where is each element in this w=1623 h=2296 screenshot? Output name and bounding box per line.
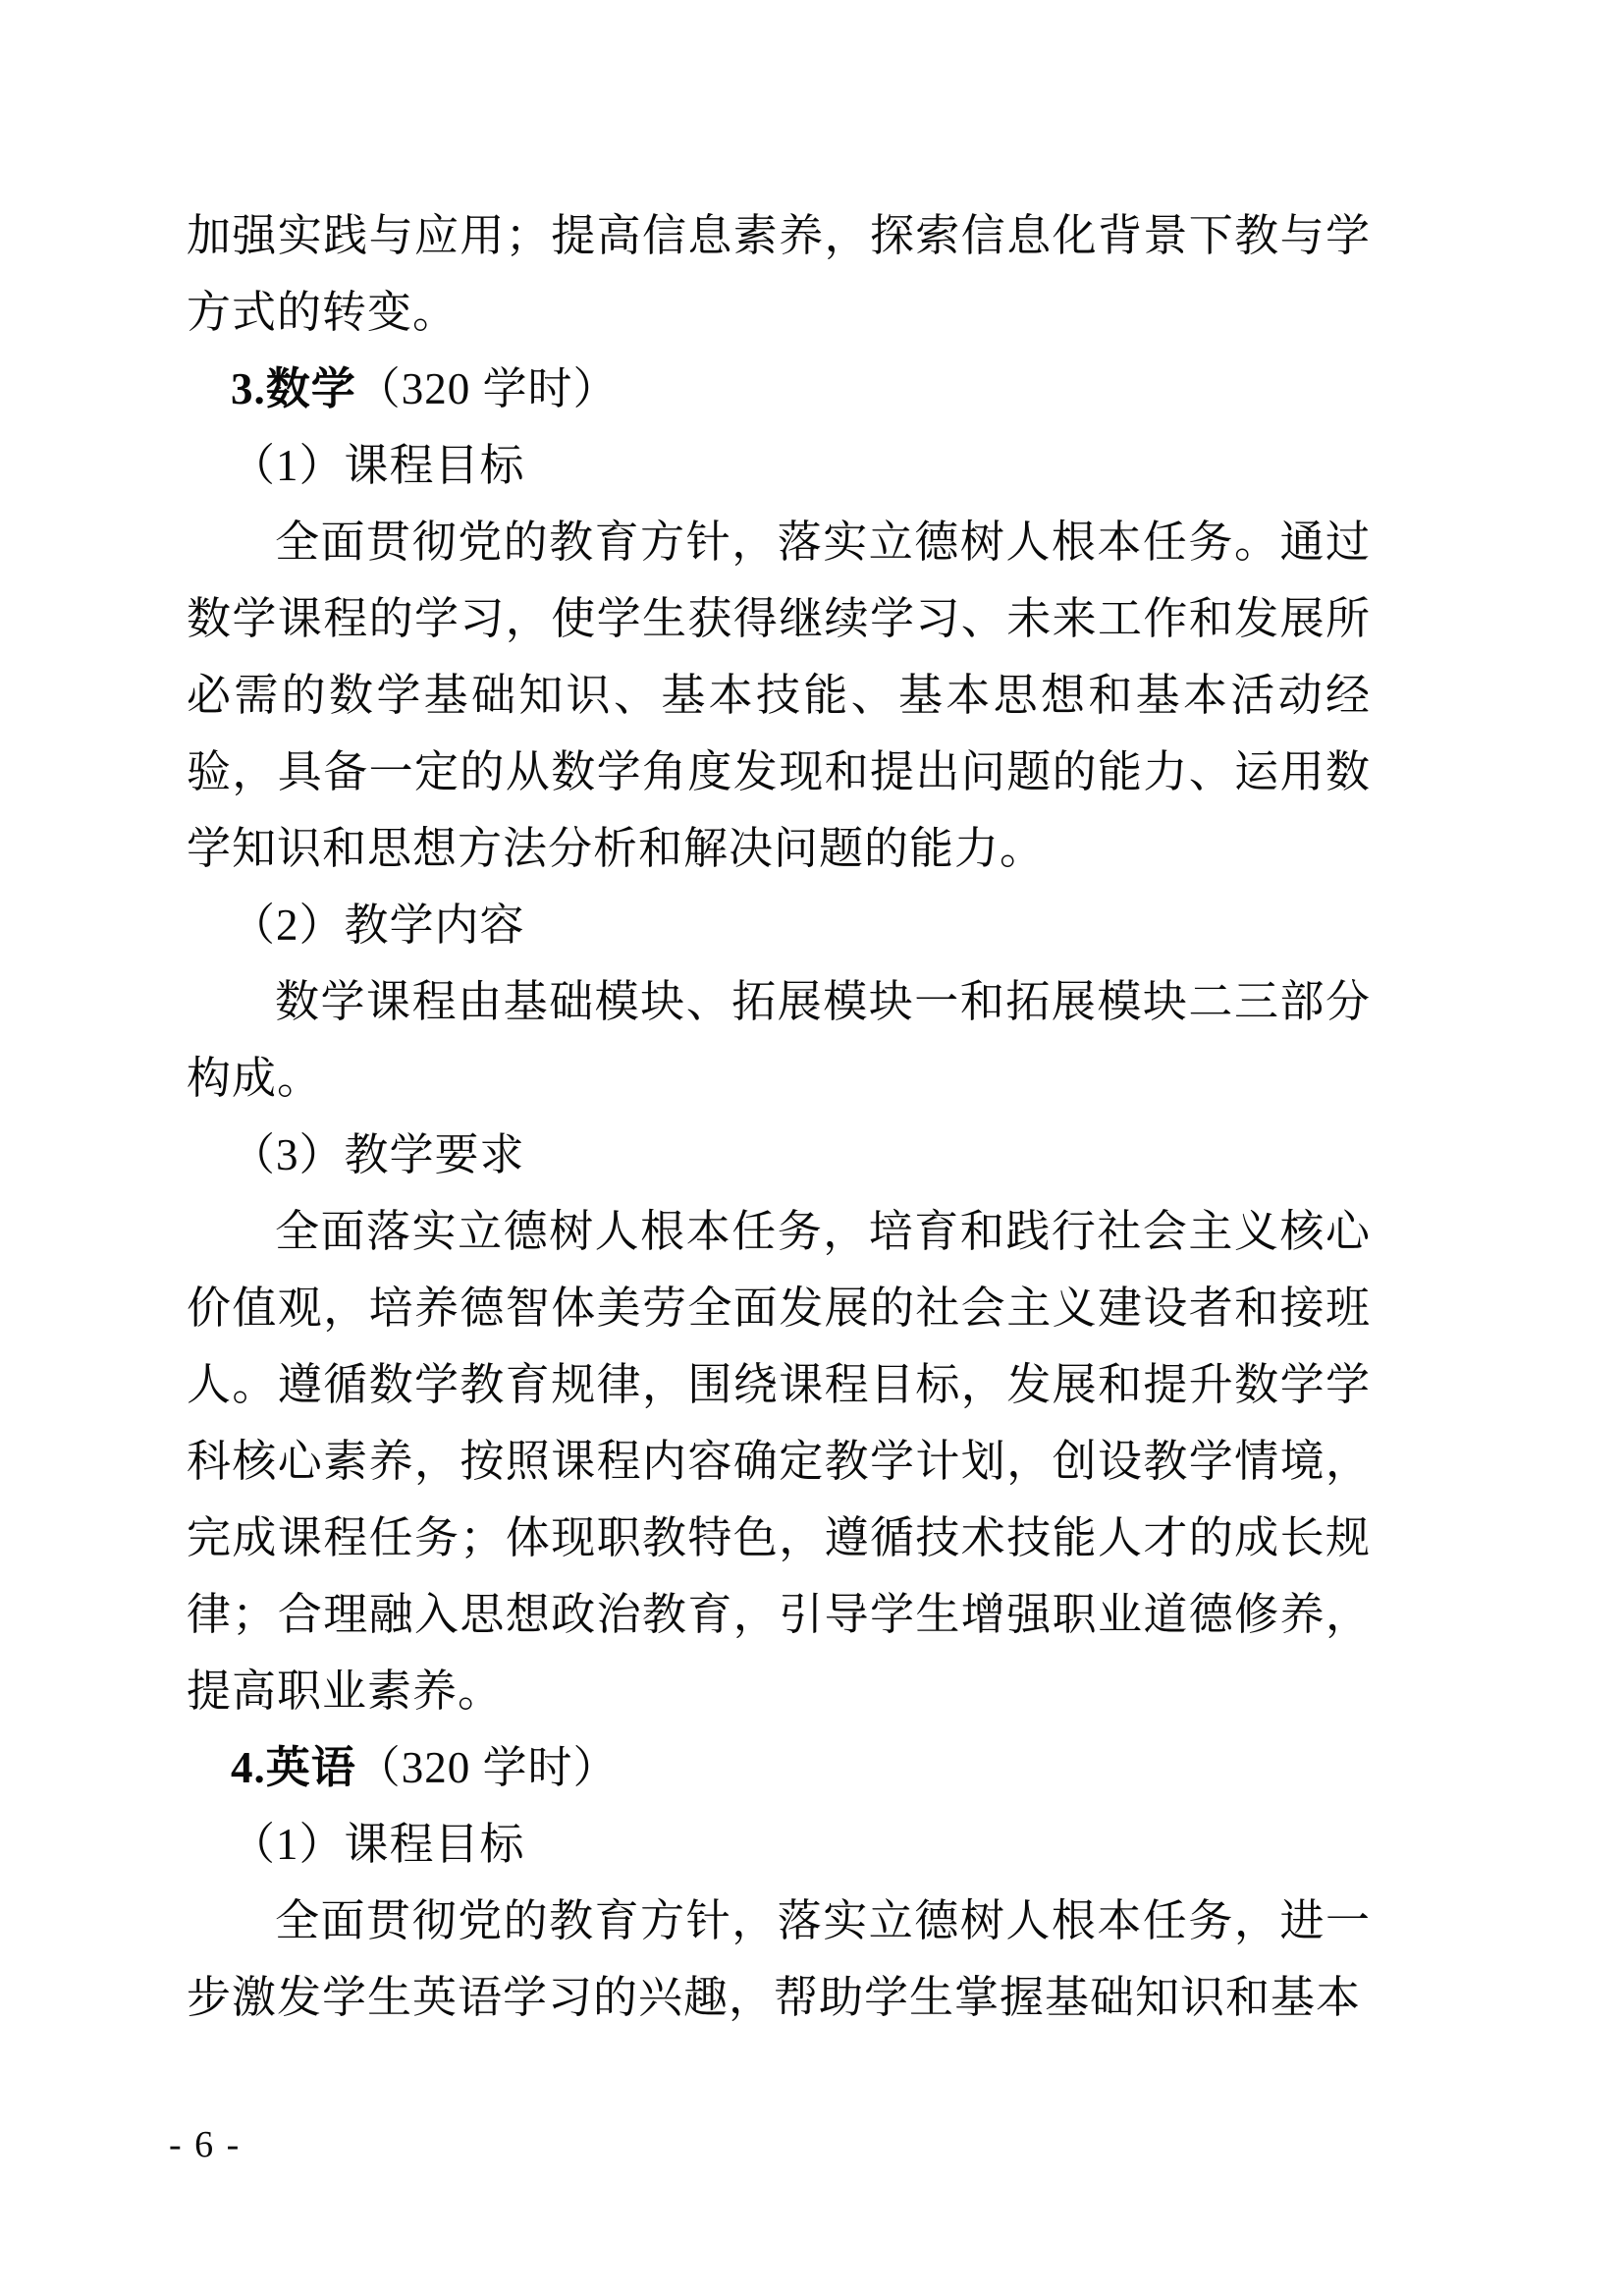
paragraph-english-course-goals: 全面贯彻党的教育方针，落实立德树人根本任务，进一步激发学生英语学习的兴趣，帮助学生掌握基础知识和基本 — [187, 1896, 1371, 2022]
document-body — [187, 197, 1371, 2036]
paragraph-math-teaching-content: 数学课程由基础模块、拓展模块一和拓展模块二三部分构成。 — [187, 977, 1371, 1103]
section-heading-math-title: 3.数学 — [231, 364, 356, 413]
paragraph-math-course-goals: 全面贯彻党的教育方针，落实立德树人根本任务。通过数学课程的学习，使学生获得继续学习、未来工作和发展所必需的数学基础知识、基本技能、基本思想和基本活动经验，具备一定的从数学角度发现和提出问题的能力、运用数学知识和思想方法分析和解决问题的能力。 — [187, 518, 1371, 873]
section-heading-math-hours: （320 学时） — [355, 364, 619, 413]
paragraph-continuation: 加强实践与应用；提高信息素养，探索信息化背景下教与学方式的转变。 — [187, 211, 1371, 337]
subhead-math-teaching-content: （2）教学内容 — [231, 901, 525, 950]
section-heading-english-hours: （320 学时） — [355, 1743, 619, 1792]
section-heading-english — [187, 1729, 1371, 1806]
section-heading-math — [187, 351, 1371, 427]
section-heading-english-title: 4.英语 — [231, 1743, 356, 1792]
subhead-english-course-goals: （1）课程目标 — [231, 1820, 525, 1869]
page-number-footer: - 6 - — [169, 2124, 242, 2165]
subhead-math-course-goals: （1）课程目标 — [231, 441, 525, 490]
paragraph-math-teaching-requirements: 全面落实立德树人根本任务，培育和践行社会主义核心价值观，培养德智体美劳全面发展的社会主义建设者和接班人。遵循数学教育规律，围绕课程目标，发展和提升数学学科核心素养，按照课程内容确定教学计划，创设教学情境，完成课程任务；体现职教特色，遵循技术技能人才的成长规律；合理融入思想政治教育，引导学生增强职业道德修养，提高职业素养。 — [187, 1207, 1371, 1716]
subhead-math-teaching-requirements: （3）教学要求 — [231, 1130, 525, 1179]
